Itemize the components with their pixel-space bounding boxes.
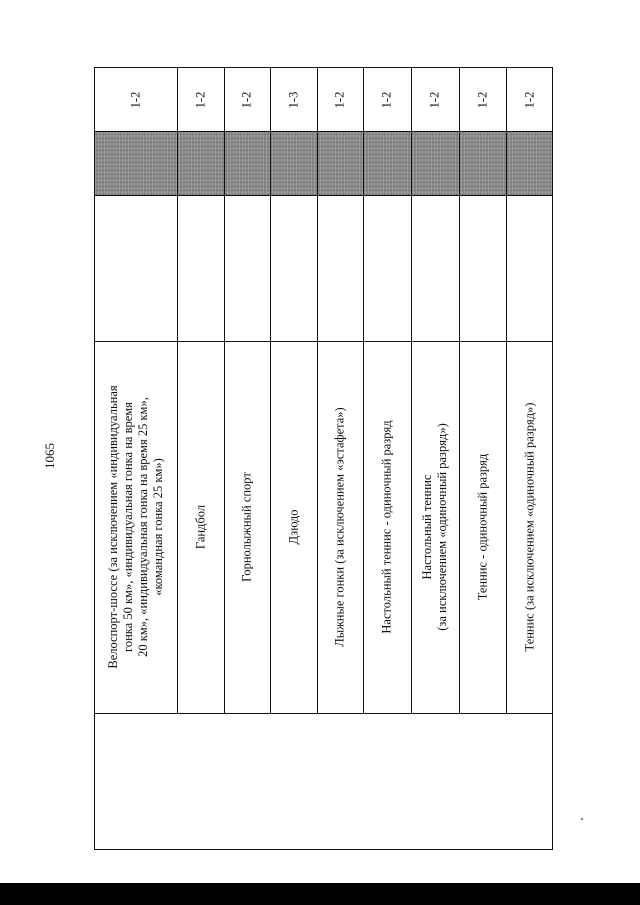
sport-name-line: Настольный теннис - одиночный разряд <box>379 420 394 634</box>
table-cell-age-group <box>506 68 554 131</box>
age-group-value: 1-2 <box>332 91 347 108</box>
table-cell-age-group <box>363 68 411 131</box>
table-cell-age-group <box>317 68 363 131</box>
scan-speck <box>581 818 583 820</box>
sport-name-line: гонка 50 км», «индивидуальная гонка на время <box>121 402 135 652</box>
sport-name-line: Теннис (за исключением «одиночный разряд») <box>522 402 537 652</box>
page-number: 1065 <box>42 443 57 469</box>
table-rule <box>95 195 552 196</box>
sport-name-line: (за исключением «одиночный разряд») <box>435 423 449 631</box>
table-cell-age-group <box>459 68 506 131</box>
shaded-column <box>95 132 552 195</box>
sport-name-line: Горнолыжный спорт <box>239 472 254 582</box>
sport-name-line: Велоспорт-шоссе (за исключением «индивидуальная <box>106 385 120 669</box>
table-rule <box>95 713 552 714</box>
sport-name <box>193 505 208 549</box>
sport-name-line: Дзюдо <box>286 509 300 545</box>
sports-table <box>94 67 553 850</box>
sport-name-line: 20 км», «индивидуальная гонка на время 25 км», <box>136 397 150 657</box>
table-cell-sport <box>224 341 270 713</box>
table-cell-age-group <box>411 68 459 131</box>
table-cell-age-group <box>270 68 317 131</box>
age-group-value: 1-2 <box>427 91 442 108</box>
table-cell-sport <box>363 341 411 713</box>
table-cell-age-group <box>95 68 177 131</box>
table-cell-sport <box>177 341 224 713</box>
sport-name <box>106 385 166 668</box>
age-group-value: 1-2 <box>522 91 537 108</box>
age-group-value: 1-2 <box>193 91 207 108</box>
sport-name <box>523 403 538 652</box>
sport-name <box>286 509 301 544</box>
age-group-value: 1-2 <box>379 91 394 108</box>
sport-name-line: «командная гонка 25 км») <box>151 458 165 596</box>
table-cell-age-group <box>224 68 270 131</box>
table-cell-sport <box>459 341 506 713</box>
sport-name <box>420 423 450 630</box>
table-cell-sport <box>95 341 177 713</box>
sport-name-line: Гандбол <box>193 504 207 550</box>
table-cell-age-group <box>177 68 224 131</box>
sport-name <box>333 407 348 646</box>
sport-name <box>380 420 395 633</box>
age-group-value: 1-2 <box>128 91 143 108</box>
table-cell-sport <box>270 341 317 713</box>
scan-edge <box>0 883 640 905</box>
sport-name <box>475 454 490 601</box>
sport-name-line: Теннис - одиночный разряд <box>475 453 489 601</box>
table-cell-sport <box>506 341 554 713</box>
sport-name <box>240 472 255 582</box>
age-group-value: 1-2 <box>475 91 489 108</box>
sport-name-line: Настольный теннис <box>420 474 434 580</box>
age-group-value: 1-3 <box>286 91 300 108</box>
table-cell-sport <box>317 341 363 713</box>
age-group-value: 1-2 <box>239 91 254 108</box>
table-cell-sport <box>411 341 459 713</box>
sport-name-line: Лыжные гонки (за исключением «эстафета») <box>332 407 347 647</box>
